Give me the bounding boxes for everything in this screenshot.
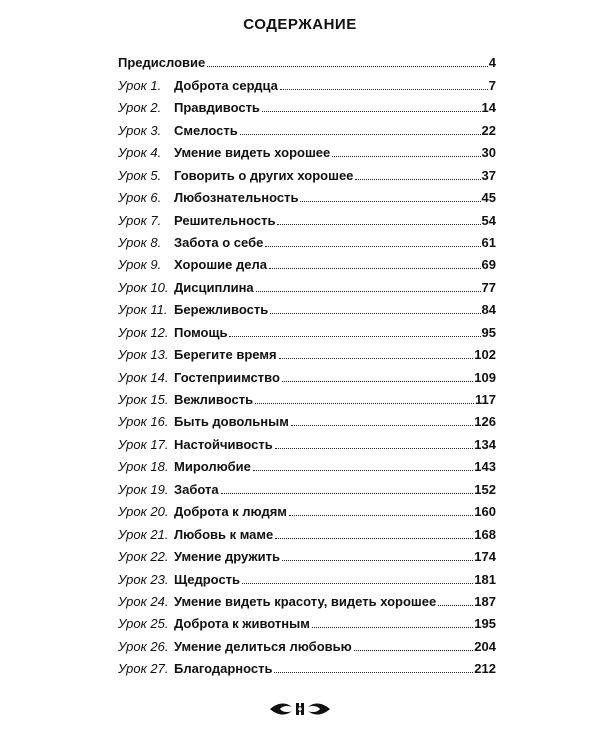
toc-entry bbox=[118, 205, 496, 227]
toc-entry-page: 77 bbox=[481, 279, 496, 295]
dot-leader bbox=[229, 335, 480, 337]
toc-entry-number: Урок 2. bbox=[118, 100, 162, 116]
dot-leader bbox=[289, 514, 473, 516]
toc-entry-title: Настойчивость bbox=[174, 436, 273, 452]
dot-leader bbox=[274, 671, 473, 673]
toc-entry bbox=[118, 115, 496, 137]
toc-entry-number: Урок 18. bbox=[118, 459, 169, 475]
dot-leader bbox=[355, 178, 480, 180]
toc-entry-page: 117 bbox=[475, 392, 496, 407]
toc-entry-page: 61 bbox=[481, 234, 496, 250]
toc-entry-number: Урок 1. bbox=[118, 77, 162, 93]
toc-entry-title: Миролюбие bbox=[174, 459, 251, 475]
toc-entry-page: 69 bbox=[481, 257, 496, 273]
toc-entry bbox=[118, 70, 496, 92]
dot-leader bbox=[279, 357, 474, 359]
toc-entry bbox=[118, 272, 496, 294]
dot-leader bbox=[242, 582, 473, 584]
toc-entry bbox=[118, 452, 496, 474]
toc-entry-title: Доброта к животным bbox=[174, 616, 310, 632]
dot-leader bbox=[275, 537, 473, 539]
dot-leader bbox=[207, 65, 488, 67]
dot-leader bbox=[275, 447, 474, 449]
toc-entry bbox=[118, 340, 496, 362]
toc-entry-page: 95 bbox=[481, 324, 496, 340]
toc-entry-title: Решительность bbox=[174, 212, 276, 228]
toc-entry-page: 109 bbox=[474, 369, 496, 385]
toc-entry bbox=[118, 138, 496, 160]
toc-entry-number: Урок 14. bbox=[118, 369, 169, 385]
dot-leader bbox=[282, 380, 473, 382]
toc-entry bbox=[118, 362, 496, 384]
toc-entry-title: Правдивость bbox=[174, 100, 260, 116]
toc-entry-number: Урок 10. bbox=[118, 279, 169, 295]
toc-entry-title: Щедрость bbox=[174, 571, 241, 587]
toc-entry-title: Предисловие bbox=[118, 55, 206, 71]
dot-leader bbox=[300, 200, 480, 202]
page-title: СОДЕРЖАНИЕ bbox=[243, 16, 357, 33]
toc-entry-title: Умение видеть красоту, видеть хорошее bbox=[174, 593, 437, 609]
toc-entry-number: Урок 27. bbox=[118, 661, 169, 677]
toc-entry-title: Любознательность bbox=[174, 190, 299, 206]
toc-entry-title: Быть довольным bbox=[174, 414, 289, 430]
toc-entry-number: Урок 22. bbox=[118, 549, 169, 565]
toc-entry bbox=[118, 317, 496, 339]
toc-entry-number: Урок 20. bbox=[118, 504, 169, 520]
toc-entry-number: Урок 7. bbox=[118, 212, 162, 228]
dot-leader bbox=[269, 267, 481, 269]
toc-entry-page: 181 bbox=[474, 571, 496, 587]
toc-entry-page: 134 bbox=[474, 436, 496, 452]
toc-entry bbox=[118, 160, 496, 182]
toc-entry bbox=[118, 93, 496, 115]
toc-entry-number: Урок 19. bbox=[118, 481, 169, 497]
toc-entry-number: Урок 9. bbox=[118, 257, 162, 273]
toc-entry-title: Умение делиться любовью bbox=[174, 638, 352, 654]
toc-entry bbox=[118, 564, 496, 586]
toc-entry-title: Смелость bbox=[174, 122, 238, 138]
toc-entry bbox=[118, 429, 496, 451]
toc-entry bbox=[118, 497, 496, 519]
toc-entry-page: 187 bbox=[474, 593, 496, 609]
toc-entry-page: 4 bbox=[488, 55, 496, 71]
dot-leader bbox=[270, 312, 480, 314]
dot-leader bbox=[332, 155, 480, 157]
dot-leader bbox=[265, 245, 480, 247]
toc-entry-number: Урок 11. bbox=[118, 302, 168, 318]
toc-entry-title: Берегите время bbox=[174, 347, 277, 363]
toc-entry-number: Урок 17. bbox=[118, 436, 169, 452]
toc-entry bbox=[118, 183, 496, 205]
toc-entry-number: Урок 26. bbox=[118, 638, 169, 654]
dot-leader bbox=[312, 626, 473, 628]
toc-entry-number: Урок 6. bbox=[118, 190, 162, 206]
toc-entry-page: 126 bbox=[474, 414, 496, 430]
toc-entry-title: Гостеприимство bbox=[174, 369, 280, 385]
toc-entry-number: Урок 8. bbox=[118, 234, 162, 250]
dot-leader bbox=[262, 110, 481, 112]
toc-entry-page: 160 bbox=[474, 504, 496, 520]
toc-entry-page: 195 bbox=[474, 616, 496, 632]
toc-entry bbox=[118, 48, 496, 70]
toc-entry-page: 7 bbox=[488, 77, 496, 93]
dot-leader bbox=[277, 223, 480, 225]
toc-entry-title: Умение дружить bbox=[174, 549, 280, 565]
toc-entry-number: Урок 24. bbox=[118, 593, 169, 609]
scroll-ornament-graphic bbox=[268, 700, 332, 718]
toc-entry-number: Урок 16. bbox=[118, 414, 169, 430]
toc-entry-number: Урок 21. bbox=[118, 526, 169, 542]
toc-entry-page: 204 bbox=[474, 638, 496, 654]
toc-entry-page: 45 bbox=[481, 190, 496, 206]
toc-entry bbox=[118, 587, 496, 609]
toc-entry-number: Урок 4. bbox=[118, 145, 162, 161]
toc-entry-page: 54 bbox=[481, 212, 496, 228]
toc-entry-title: Хорошие дела bbox=[174, 257, 267, 273]
dot-leader bbox=[291, 424, 473, 426]
toc-entry-title: Доброта сердца bbox=[174, 77, 278, 93]
toc-entry-page: 84 bbox=[481, 302, 496, 318]
toc-entry bbox=[118, 228, 496, 250]
toc-entry-title: Забота о себе bbox=[174, 234, 264, 250]
toc-entry bbox=[118, 385, 496, 407]
dot-leader bbox=[354, 649, 474, 651]
toc-entry-title: Любовь к маме bbox=[174, 526, 274, 542]
dot-leader bbox=[255, 402, 474, 404]
toc-entry-number: Урок 23. bbox=[118, 571, 169, 587]
dot-leader bbox=[240, 133, 481, 135]
toc-entry-title: Забота bbox=[174, 481, 219, 497]
toc-entry-title: Говорить о других хорошее bbox=[174, 167, 354, 183]
toc-entry-page: 37 bbox=[481, 167, 496, 183]
toc-entry-page: 143 bbox=[474, 459, 496, 475]
toc-entry-page: 22 bbox=[481, 122, 496, 138]
toc-entry bbox=[118, 474, 496, 496]
toc-entry bbox=[118, 407, 496, 429]
toc-entry bbox=[118, 654, 496, 676]
table-of-contents bbox=[118, 48, 496, 676]
scroll-ornament-icon bbox=[0, 700, 600, 723]
toc-entry-title: Вежливость bbox=[174, 392, 254, 407]
toc-entry-page: 152 bbox=[474, 481, 496, 497]
toc-entry-number: Урок 13. bbox=[118, 347, 169, 363]
toc-entry bbox=[118, 609, 496, 631]
toc-entry bbox=[118, 519, 496, 541]
toc-entry-page: 174 bbox=[474, 549, 496, 565]
toc-entry bbox=[118, 295, 496, 317]
toc-entry-title: Благодарность bbox=[174, 661, 273, 677]
toc-entry-title: Умение видеть хорошее bbox=[174, 145, 331, 161]
toc-entry bbox=[118, 631, 496, 653]
dot-leader bbox=[221, 492, 474, 494]
toc-entry-number: Урок 15. bbox=[118, 392, 169, 407]
toc-entry-page: 168 bbox=[474, 526, 496, 542]
toc-entry-page: 14 bbox=[481, 100, 496, 116]
dot-leader bbox=[280, 88, 488, 90]
toc-entry bbox=[118, 542, 496, 564]
toc-entry-page: 102 bbox=[474, 347, 496, 363]
dot-leader bbox=[438, 604, 473, 606]
toc-entry-number: Урок 25. bbox=[118, 616, 169, 632]
toc-entry-page: 30 bbox=[481, 145, 496, 161]
toc-entry-title: Доброта к людям bbox=[174, 504, 287, 520]
dot-leader bbox=[253, 469, 473, 471]
toc-entry-title: Бережливость bbox=[174, 302, 269, 318]
dot-leader bbox=[282, 559, 473, 561]
dot-leader bbox=[256, 290, 481, 292]
toc-entry-number: Урок 5. bbox=[118, 167, 162, 183]
toc-entry-title: Помощь bbox=[174, 324, 228, 340]
toc-entry-number: Урок 12. bbox=[118, 324, 169, 340]
toc-entry-number: Урок 3. bbox=[118, 122, 162, 138]
toc-entry-title: Дисциплина bbox=[174, 279, 254, 295]
toc-entry-page: 212 bbox=[474, 661, 496, 677]
toc-entry bbox=[118, 250, 496, 272]
